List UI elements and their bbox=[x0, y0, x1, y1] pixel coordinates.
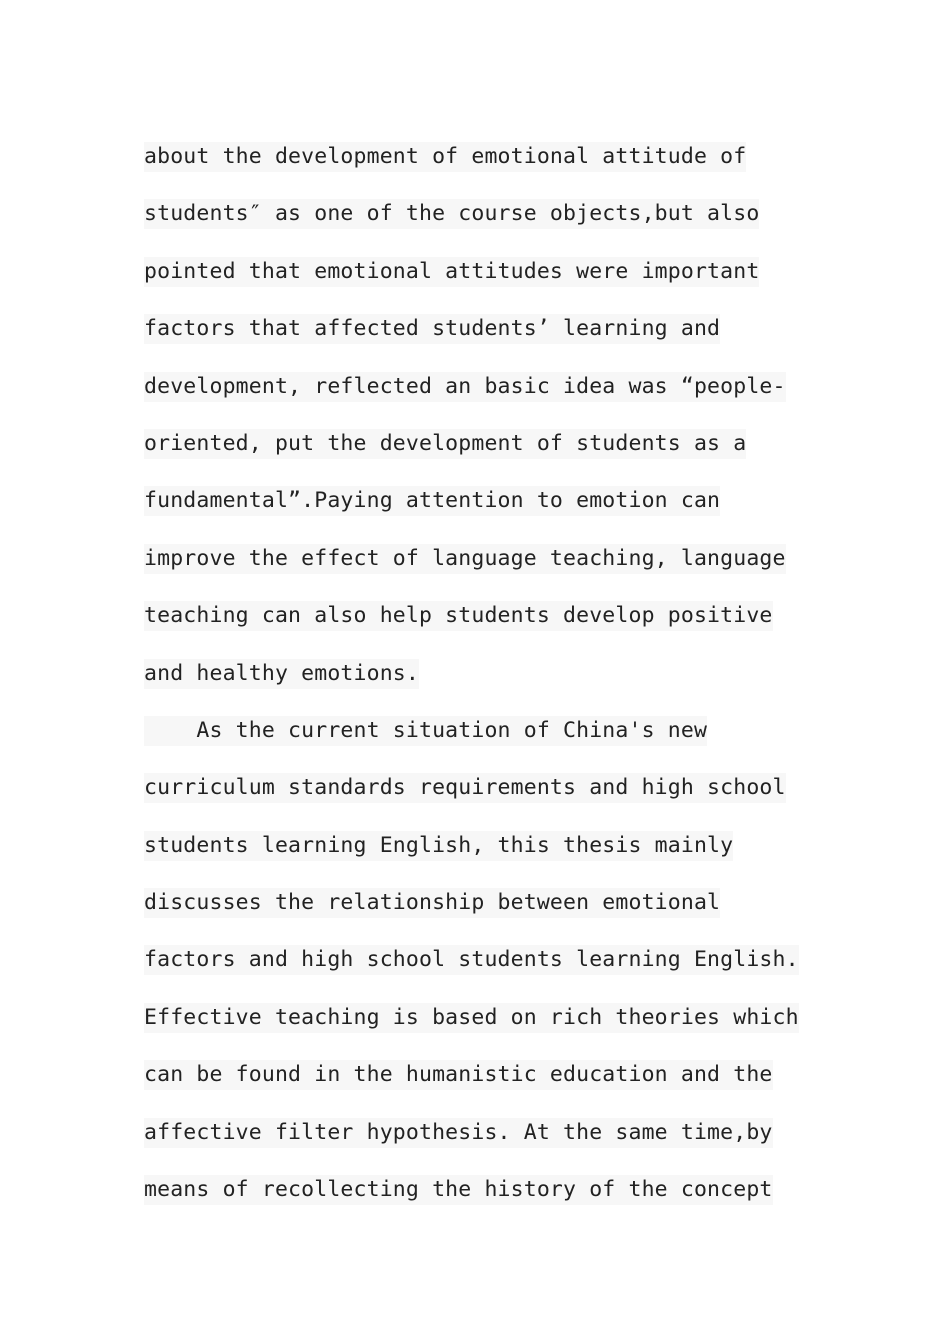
text-line bbox=[144, 882, 804, 939]
text-line-content: factors that affected students’ learning and bbox=[144, 314, 720, 344]
text-line-content: can be found in the humanistic education and the bbox=[144, 1060, 773, 1090]
text-line bbox=[144, 480, 804, 537]
text-line bbox=[144, 366, 804, 423]
text-line-content: students learning English, this thesis mainly bbox=[144, 831, 733, 861]
text-line-content: affective filter hypothesis. At the same time,by bbox=[144, 1118, 773, 1148]
text-line-content: about the development of emotional attitude of bbox=[144, 142, 746, 172]
text-line bbox=[144, 423, 804, 480]
text-line bbox=[144, 1169, 804, 1226]
text-line-content: teaching can also help students develop positive bbox=[144, 601, 773, 631]
text-line-content: As the current situation of China's new bbox=[144, 716, 707, 746]
text-line-content: pointed that emotional attitudes were important bbox=[144, 257, 759, 287]
text-line bbox=[144, 825, 804, 882]
text-line-content: factors and high school students learning English. bbox=[144, 945, 799, 975]
text-line-content: means of recollecting the history of the concept bbox=[144, 1175, 773, 1205]
text-line bbox=[144, 653, 804, 710]
text-line-content: oriented, put the development of students as a bbox=[144, 429, 746, 459]
text-line bbox=[144, 1112, 804, 1169]
text-line bbox=[144, 997, 804, 1054]
text-line-content: Effective teaching is based on rich theories which bbox=[144, 1003, 799, 1033]
text-line bbox=[144, 136, 804, 193]
text-line bbox=[144, 1054, 804, 1111]
text-line bbox=[144, 251, 804, 308]
text-line bbox=[144, 767, 804, 824]
text-line-content: development, reflected an basic idea was “people- bbox=[144, 372, 786, 402]
text-line bbox=[144, 308, 804, 365]
text-line bbox=[144, 538, 804, 595]
text-line-content: improve the effect of language teaching, language bbox=[144, 544, 786, 574]
text-line-content: fundamental”.Paying attention to emotion can bbox=[144, 486, 720, 516]
text-line bbox=[144, 193, 804, 250]
paragraph-first-line bbox=[144, 710, 804, 767]
body-text bbox=[144, 136, 804, 1226]
text-line-content: curriculum standards requirements and high school bbox=[144, 773, 786, 803]
text-line-content: discusses the relationship between emotional bbox=[144, 888, 720, 918]
text-line bbox=[144, 595, 804, 652]
text-line bbox=[144, 939, 804, 996]
text-line-content: and healthy emotions. bbox=[144, 659, 419, 689]
text-line-content: students″ as one of the course objects,but also bbox=[144, 199, 759, 229]
